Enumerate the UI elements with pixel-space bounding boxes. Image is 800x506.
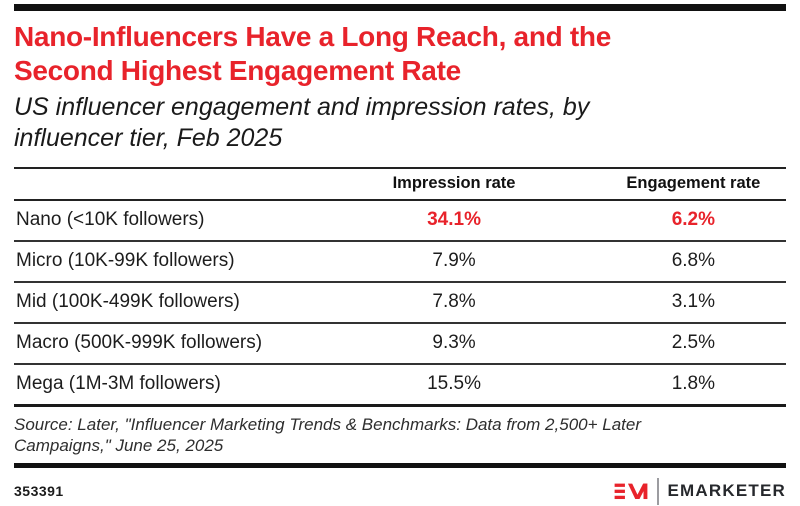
table-row [14,200,786,241]
chart-subtitle-line-1: US influencer engagement and impression rates, by [14,93,590,122]
table-row [14,323,786,364]
chart-title-line-2: Second Highest Engagement Rate [14,54,461,86]
tier-label: Mid (100K-499K followers) [14,282,307,323]
chart-title-line-1: Nano-Influencers Have a Long Reach, and the [14,21,612,52]
brand-name: EMARKETER [667,481,786,501]
tier-label: Macro (500K-999K followers) [14,323,307,364]
chart-subtitle [14,92,786,154]
data-table [14,167,786,407]
source-line-2: Campaigns," June 25, 2025 [14,435,224,455]
emarketer-logo [614,477,786,506]
em-logo-icon [614,477,648,506]
engagement-rate-value: 2.5% [601,323,786,364]
table-header-row [14,168,786,200]
impression-rate-value: 34.1% [307,200,600,241]
engagement-rate-value: 6.2% [601,200,786,241]
tier-label: Mega (1M-3M followers) [14,364,307,406]
impression-rate-value: 9.3% [307,323,600,364]
impression-rate-value: 7.9% [307,241,600,282]
column-header-tier [14,168,307,200]
footer-rule [14,463,786,468]
source-line-1: Source: Later, "Influencer Marketing Trends & Benchmarks: Data from 2,500+ Later [14,415,641,435]
table-row [14,241,786,282]
footer [14,477,786,506]
tier-label: Micro (10K-99K followers) [14,241,307,282]
impression-rate-value: 15.5% [307,364,600,406]
source-note [14,415,786,456]
chart-subtitle-line-2: influencer tier, Feb 2025 [14,124,283,153]
tier-label: Nano (<10K followers) [14,200,307,241]
top-rule [14,4,786,11]
engagement-rate-value: 1.8% [601,364,786,406]
column-header-engagement-rate: Engagement rate [601,168,786,200]
chart-title [14,20,786,87]
engagement-rate-value: 6.8% [601,241,786,282]
chart-number: 353391 [14,483,64,500]
table-row [14,282,786,323]
logo-divider [657,478,659,505]
engagement-rate-value: 3.1% [601,282,786,323]
table-row [14,364,786,406]
impression-rate-value: 7.8% [307,282,600,323]
column-header-impression-rate: Impression rate [307,168,600,200]
